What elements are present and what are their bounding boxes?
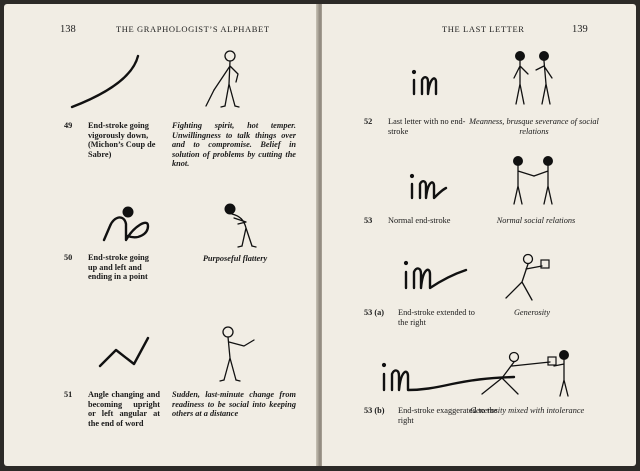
right-page xyxy=(322,4,636,466)
man-with-sword-icon xyxy=(204,48,254,110)
man-offering-gift-icon xyxy=(498,250,554,304)
bowing-man-icon xyxy=(216,200,262,250)
left-running-head: THE GRAPHOLOGIST’S ALPHABET xyxy=(116,24,270,34)
entry-52-number: 52 xyxy=(364,117,373,126)
entry-52-meaning: Meanness, brusque severance of social relations xyxy=(469,117,599,136)
entry-50-number: 50 xyxy=(64,253,73,262)
downward-slash-stroke-icon xyxy=(64,52,144,112)
entry-53-number: 53 xyxy=(364,216,373,225)
entry-49-description: End-stroke going vigorously down, (Michon’s Coup de Sabre) xyxy=(88,121,156,159)
entry-51-description: Angle changing and becoming upright or left angular at the end of word xyxy=(88,390,160,428)
entry-50-meaning: Purposeful flattery xyxy=(202,254,268,263)
right-page-number: 139 xyxy=(572,24,588,35)
left-page xyxy=(4,4,318,466)
entry-52-description: Last letter with no end-stroke xyxy=(388,117,466,136)
entry-51-number: 51 xyxy=(64,390,73,399)
handwriting-im-extended-end-stroke xyxy=(400,258,472,294)
left-page-number: 138 xyxy=(60,24,76,35)
entry-53a-number: 53 (a) xyxy=(364,308,385,317)
handwriting-im-no-end-stroke xyxy=(410,68,450,98)
entry-53b-meaning: Generosity mixed with intolerance xyxy=(470,406,585,415)
curled-n-stroke-icon xyxy=(98,204,154,244)
handwriting-im-normal-end-stroke xyxy=(408,172,452,202)
entry-53b-number: 53 (b) xyxy=(364,406,385,415)
man-forcing-gift-icon xyxy=(480,348,580,398)
entry-53a-meaning: Generosity xyxy=(513,308,551,317)
entry-53b-description: End-stroke exaggerated to the right xyxy=(398,406,498,425)
entry-49-number: 49 xyxy=(64,121,73,130)
entry-53a-description: End-stroke extended to the right xyxy=(398,308,475,327)
entry-49-meaning: Fighting spirit, hot temper. Unwillingness to talk things over and to compromise. Belief in solution of problems by cutting the knot. xyxy=(172,121,296,169)
man-pushing-away-icon xyxy=(214,324,260,384)
entry-51-meaning: Sudden, last-minute change from readiness to be social into keeping others at a distance xyxy=(172,390,296,419)
angular-stroke-icon xyxy=(96,332,160,372)
two-men-handshake-icon xyxy=(506,154,562,206)
entry-50-description: End-stroke going up and left and ending in a point xyxy=(88,253,149,282)
right-running-head: THE LAST LETTER xyxy=(442,24,525,34)
entry-53-meaning: Normal social relations xyxy=(496,216,576,225)
two-men-refusing-icon xyxy=(508,48,558,108)
entry-53-description: Normal end-stroke xyxy=(388,216,451,225)
